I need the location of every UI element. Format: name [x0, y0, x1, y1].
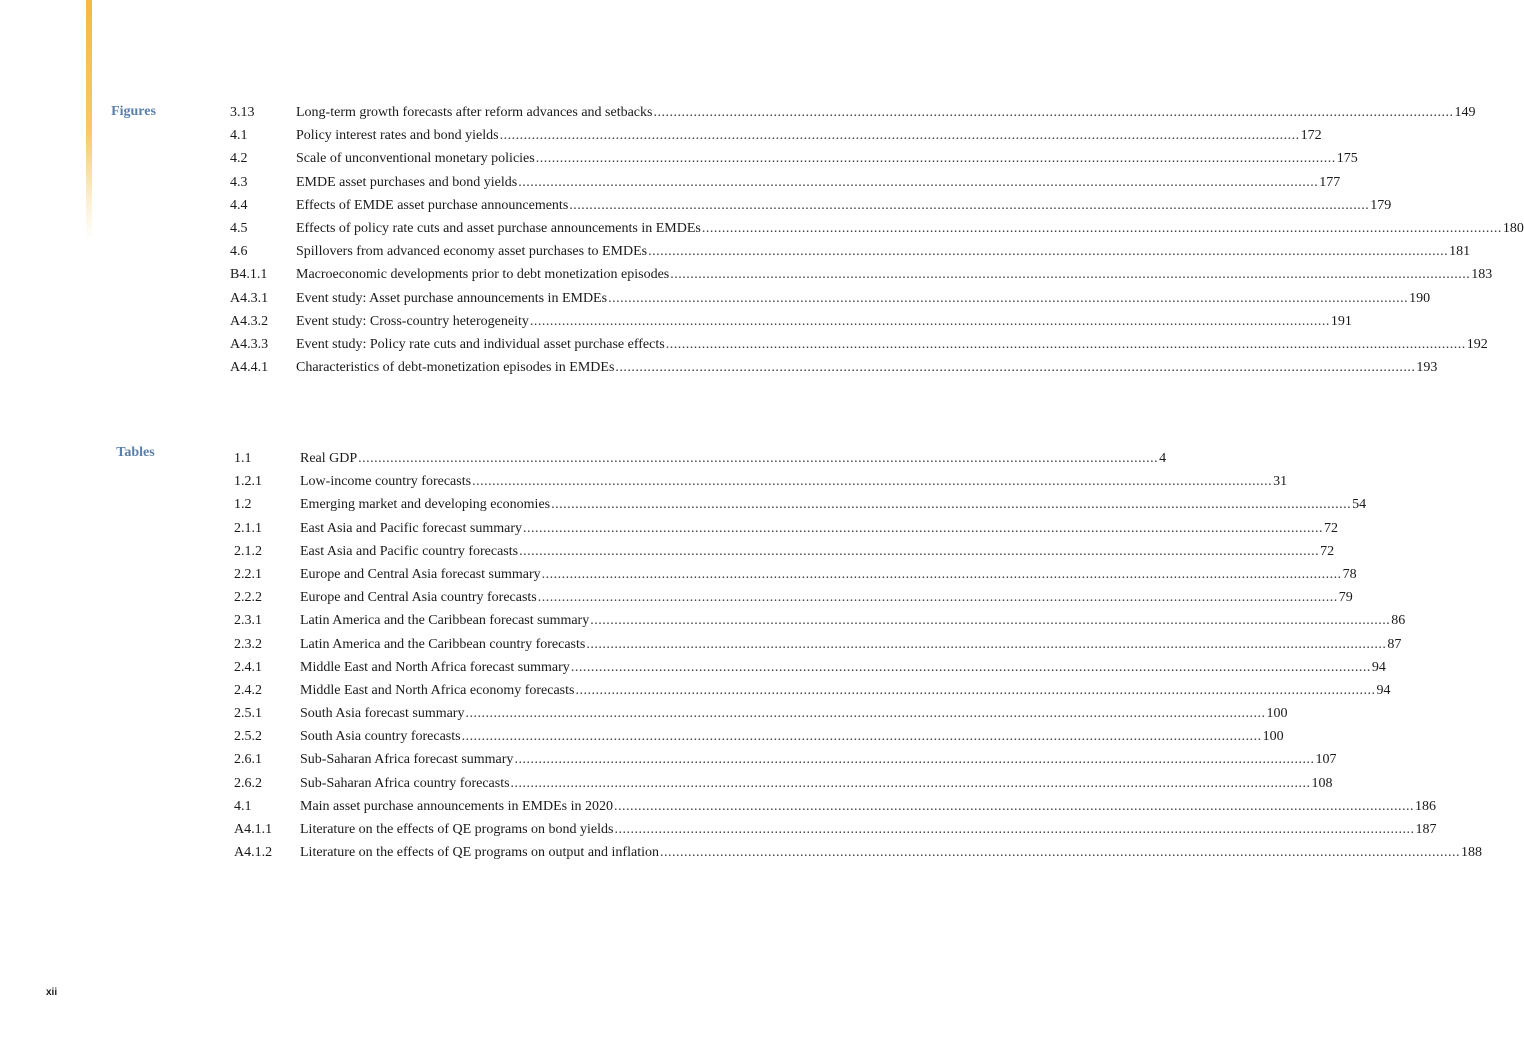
dot-leader: ........................................................................................................................................................................................................	[670, 267, 1471, 283]
toc-entry-title-line	[296, 336, 1488, 354]
toc-entry-number: A4.3.2	[230, 313, 269, 329]
dot-leader: ........................................................................................................................................................................................................	[461, 729, 1262, 745]
toc-entry-number: 2.3.1	[234, 613, 262, 629]
toc-entry-number: A4.3.3	[230, 336, 269, 352]
toc-entry-title: South Asia forecast summary	[300, 706, 465, 722]
toc-entry-page: 177	[1319, 174, 1341, 190]
toc-entry-page: 94	[1376, 682, 1391, 698]
toc-entry-title-line	[296, 150, 1358, 168]
toc-entry-number: 4.6	[230, 244, 248, 260]
toc-entry-number: 2.1.1	[234, 520, 262, 536]
toc-entry-title: Main asset purchase announcements in EMDEs in 2020	[300, 798, 613, 814]
toc-entry-page: 100	[1262, 729, 1284, 745]
toc-entry-page: 4	[1159, 451, 1167, 466]
toc-entry-number: 4.3	[230, 174, 248, 190]
dot-leader: ........................................................................................................................................................................................................	[586, 636, 1387, 652]
toc-entry-title-line	[300, 450, 1167, 468]
toc-entry-title: Event study: Cross-country heterogeneity	[296, 313, 529, 329]
toc-entry-title-line	[300, 775, 1333, 793]
toc-entry-title: Characteristics of debt-monetization episodes in EMDEs	[296, 360, 615, 376]
toc-entry-page: 78	[1342, 566, 1357, 582]
dot-leader: ........................................................................................................................................................................................................	[551, 497, 1352, 513]
toc-entry-page: 183	[1471, 267, 1493, 283]
dot-leader: ........................................................................................................................................................................................................	[510, 775, 1311, 791]
dot-leader: ........................................................................................................................................................................................................	[514, 752, 1315, 768]
toc-entry-page: 172	[1300, 128, 1322, 144]
toc-entry-title-line	[300, 659, 1386, 677]
dot-leader: ........................................................................................................................................................................................................	[569, 197, 1370, 213]
dot-leader: ........................................................................................................................................................................................................	[701, 220, 1502, 236]
toc-entry-number: 2.3.2	[234, 636, 262, 652]
toc-entry-title-line	[300, 705, 1288, 723]
toc-entry-title-line	[296, 290, 1431, 308]
toc-entry-title-line	[300, 682, 1391, 700]
toc-entry-title: East Asia and Pacific country forecasts	[300, 543, 519, 559]
toc-entry-number: 1.2.1	[234, 474, 262, 490]
toc-entry-title-line	[296, 197, 1392, 215]
toc-entry-title-line	[300, 636, 1402, 654]
toc-entry-number: 1.1	[234, 451, 252, 466]
toc-entry-number: A4.4.1	[230, 360, 269, 376]
toc-entry-title: Event study: Asset purchase announcements in EMDEs	[296, 290, 608, 306]
dot-leader: ........................................................................................................................................................................................................	[465, 706, 1266, 722]
toc-entry-number: A4.1.1	[234, 822, 273, 837]
toc-entry-title: Latin America and the Caribbean forecast summary	[300, 613, 590, 629]
toc-entry-page: 188	[1460, 845, 1482, 861]
dot-leader: ........................................................................................................................................................................................................	[575, 682, 1376, 698]
toc-entry-page: 149	[1454, 105, 1476, 120]
dot-leader: ........................................................................................................................................................................................................	[615, 360, 1416, 376]
toc-entry-title-line	[296, 127, 1322, 145]
toc-entry-title: Scale of unconventional monetary policies	[296, 151, 535, 167]
toc-entry-title-line	[296, 220, 1524, 238]
toc-entry-title: Literature on the effects of QE programs on output and inflation	[300, 845, 659, 861]
toc-entry-title: East Asia and Pacific forecast summary	[300, 520, 522, 536]
toc-entry-page: 72	[1320, 543, 1335, 559]
toc-entry-page: 181	[1449, 244, 1471, 260]
dot-leader: ........................................................................................................................................................................................................	[472, 474, 1273, 490]
toc-entry-page: 108	[1311, 775, 1333, 791]
toc-entry-title-line	[296, 174, 1341, 192]
toc-entry-title-line	[296, 266, 1493, 284]
dot-leader: ........................................................................................................................................................................................................	[614, 822, 1415, 837]
toc-entry-title: Event study: Policy rate cuts and individual asset purchase effects	[296, 336, 665, 352]
toc-entry-number: 2.4.2	[234, 682, 262, 698]
toc-entry-page: 100	[1266, 706, 1288, 722]
toc-entry-number: 3.13	[230, 105, 255, 120]
dot-leader: ........................................................................................................................................................................................................	[499, 128, 1300, 144]
toc-entry-title-line	[300, 520, 1338, 538]
dot-leader: ........................................................................................................................................................................................................	[519, 543, 1320, 559]
toc-entry-page: 191	[1330, 313, 1352, 329]
toc-entry-page: 107	[1315, 752, 1337, 768]
toc-entry-number: 2.5.1	[234, 706, 262, 722]
toc-entry-title-line	[296, 313, 1352, 331]
toc-entry-number: 4.1	[230, 128, 248, 144]
toc-entry-title-line	[300, 821, 1437, 839]
figures-heading: Figures	[111, 104, 156, 119]
dot-leader: ........................................................................................................................................................................................................	[358, 451, 1159, 466]
dot-leader: ........................................................................................................................................................................................................	[659, 845, 1460, 861]
toc-entry-number: 1.2	[234, 497, 252, 513]
toc-entry-title: Policy interest rates and bond yields	[296, 128, 499, 144]
toc-entry-title-line	[300, 728, 1284, 746]
toc-entry-number: 4.2	[230, 151, 248, 167]
dot-leader: ........................................................................................................................................................................................................	[653, 105, 1454, 120]
toc-entry-page: 94	[1371, 659, 1386, 675]
toc-entry-title-line	[300, 751, 1337, 769]
toc-entry-title: Low-income country forecasts	[300, 474, 472, 490]
toc-entry-title: Sub-Saharan Africa forecast summary	[300, 752, 514, 768]
toc-entry-page: 192	[1466, 336, 1488, 352]
toc-entry-number: 2.6.2	[234, 775, 262, 791]
toc-entry-title: Latin America and the Caribbean country forecasts	[300, 636, 586, 652]
toc-entry-title-line	[296, 359, 1438, 377]
toc-entry-number: 2.1.2	[234, 543, 262, 559]
toc-entry-number: 2.5.2	[234, 729, 262, 745]
toc-entry-page: 187	[1415, 822, 1437, 837]
toc-entry-number: 2.4.1	[234, 659, 262, 675]
toc-entry-title: Effects of policy rate cuts and asset purchase announcements in EMDEs	[296, 220, 701, 236]
dot-leader: ........................................................................................................................................................................................................	[608, 290, 1409, 306]
toc-entry-title: Emerging market and developing economies	[300, 497, 551, 513]
toc-entry-title: Middle East and North Africa forecast summary	[300, 659, 570, 675]
toc-entry-title-line	[300, 589, 1353, 607]
dot-leader: ........................................................................................................................................................................................................	[665, 336, 1466, 352]
toc-entry-page: 31	[1273, 474, 1288, 490]
toc-entry-title: Macroeconomic developments prior to debt monetization episodes	[296, 267, 670, 283]
dot-leader: ........................................................................................................................................................................................................	[522, 520, 1323, 536]
toc-entry-page: 175	[1336, 151, 1358, 167]
toc-entry-title: Literature on the effects of QE programs on bond yields	[300, 822, 614, 837]
toc-entry-number: 4.4	[230, 197, 248, 213]
toc-entry-title: Europe and Central Asia forecast summary	[300, 566, 541, 582]
dot-leader: ........................................................................................................................................................................................................	[518, 174, 1319, 190]
toc-entry-number: 4.1	[234, 798, 252, 814]
toc-entry-number: A4.3.1	[230, 290, 269, 306]
toc-entry-page: 190	[1409, 290, 1431, 306]
toc-entry-title-line	[296, 243, 1471, 261]
dot-leader: ........................................................................................................................................................................................................	[614, 798, 1414, 814]
toc-entry-title: Europe and Central Asia country forecasts	[300, 590, 537, 606]
accent-bar	[86, 0, 92, 240]
toc-entry-title-line	[300, 543, 1335, 561]
toc-entry-page: 179	[1370, 197, 1392, 213]
dot-leader: ........................................................................................................................................................................................................	[648, 244, 1449, 260]
dot-leader: ........................................................................................................................................................................................................	[537, 590, 1338, 606]
toc-entry-number: 4.5	[230, 220, 248, 236]
dot-leader: ........................................................................................................................................................................................................	[570, 659, 1371, 675]
toc-entry-title-line	[300, 844, 1482, 862]
toc-entry-number: 2.6.1	[234, 752, 262, 768]
toc-entry-title: Sub-Saharan Africa country forecasts	[300, 775, 510, 791]
toc-entry-title-line	[300, 612, 1406, 630]
toc-entry-page: 54	[1352, 497, 1367, 513]
toc-entry-title: Effects of EMDE asset purchase announcements	[296, 197, 569, 213]
toc-entry-title: EMDE asset purchases and bond yields	[296, 174, 518, 190]
toc-entry-title-line	[300, 496, 1367, 514]
page-number: xii	[46, 987, 58, 998]
toc-entry-title-line	[300, 473, 1288, 491]
toc-entry-title-line	[300, 798, 1436, 816]
toc-entry-number: B4.1.1	[230, 267, 268, 283]
dot-leader: ........................................................................................................................................................................................................	[529, 313, 1330, 329]
toc-entry-title: Real GDP	[300, 451, 358, 466]
toc-entry-page: 87	[1387, 636, 1402, 652]
toc-entry-title: Spillovers from advanced economy asset purchases to EMDEs	[296, 244, 648, 260]
toc-entry-page: 186	[1415, 798, 1436, 814]
toc-entry-page: 79	[1338, 590, 1353, 606]
toc-entry-number: 2.2.1	[234, 566, 262, 582]
dot-leader: ........................................................................................................................................................................................................	[535, 151, 1336, 167]
toc-entry-page: 180	[1502, 220, 1524, 236]
toc-entry-title-line	[296, 104, 1476, 122]
toc-entry-page: 72	[1323, 520, 1338, 536]
tables-heading: Tables	[116, 445, 155, 460]
toc-entry-page: 86	[1391, 613, 1406, 629]
dot-leader: ........................................................................................................................................................................................................	[541, 566, 1342, 582]
toc-entry-number: A4.1.2	[234, 845, 273, 861]
toc-entry-page: 193	[1416, 360, 1438, 376]
toc-entry-title-line	[300, 566, 1357, 584]
dot-leader: ........................................................................................................................................................................................................	[590, 613, 1391, 629]
toc-entry-title: Long-term growth forecasts after reform advances and setbacks	[296, 105, 653, 120]
toc-entry-title: South Asia country forecasts	[300, 729, 461, 745]
toc-entry-title: Middle East and North Africa economy forecasts	[300, 682, 575, 698]
toc-entry-number: 2.2.2	[234, 590, 262, 606]
